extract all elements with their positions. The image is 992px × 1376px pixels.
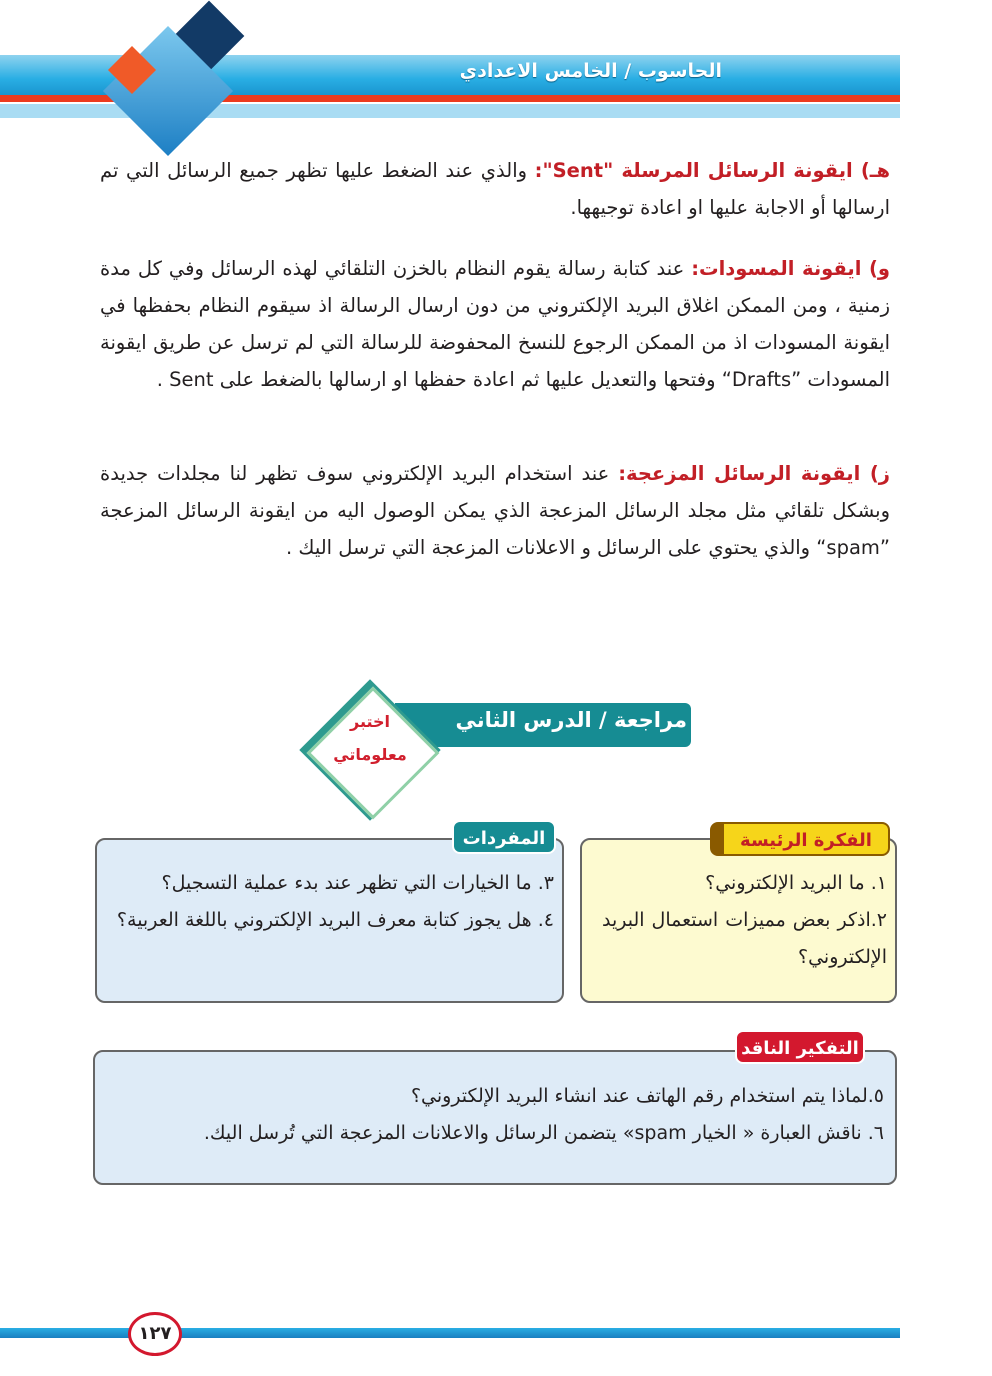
section-sent-label: هـ) ايقونة الرسائل المرسلة "Sent":	[534, 159, 890, 182]
main-idea-tab: الفكرة الرئيسة	[710, 822, 890, 856]
review-badge-line2: معلوماتي	[333, 745, 407, 764]
section-spam	[100, 455, 890, 566]
vocabulary-questions	[114, 865, 554, 939]
critical-thinking-tab: التفكير الناقد	[735, 1030, 865, 1064]
question-5: ٥.لماذا يتم استخدام رقم الهاتف عند انشاء البريد الإلكتروني؟	[410, 1085, 884, 1107]
section-drafts	[100, 250, 890, 398]
question-6: ٦. ناقش العبارة « الخيار spam» يتضمن الرسائل والاعلانات المزعجة التي تُرسل اليك.	[203, 1122, 884, 1144]
section-drafts-text: عند كتابة رسالة يقوم النظام بالخزن التلقائي لهذه الرسائل وفي كل مدة زمنية ، ومن الممكن اغلاق البريد الإلكتروني من دون ارسال الرسالة اذ سيقوم النظام بحفظها في ايقونة المسودات اذ من الممكن الرجوع للنسخ المحفوضة للرسالة التي لم ترسل عن طريق ايقونة المسودات ”Drafts“ وفتحها والتعديل عليها ثم اعادة حفظها او ارسالها بالضغط على Sent .	[100, 257, 890, 391]
section-spam-label: ز) ايقونة الرسائل المزعجة:	[618, 462, 890, 485]
critical-thinking-questions	[124, 1078, 884, 1152]
question-3: ٣. ما الخيارات التي تظهر عند بدء عملية التسجيل؟	[161, 872, 554, 894]
question-1: ١. ما البريد الإلكتروني؟	[705, 872, 887, 894]
review-badge-line1: اختبر	[349, 712, 391, 731]
question-2: ٢.اذكر بعض مميزات استعمال البريد الإلكتروني؟	[602, 909, 887, 968]
section-spam-text: عند استخدام البريد الإلكتروني سوف تظهر لنا مجلدات جديدة وبشكل تلقائي مثل مجلد الرسائل المزعجة الذي يمكن الوصول اليه من ايقونة الرسائل المزعجة ”spam“ والذي يحتوي على الرسائل و الاعلانات المزعجة التي ترسل اليك .	[100, 462, 890, 559]
section-sent-text: والذي عند الضغط عليها تظهر جميع الرسائل التي تم ارسالها أو الاجابة عليها او اعادة توجيهها.	[100, 159, 890, 219]
question-4: ٤. هل يجوز كتابة معرف البريد الإلكتروني باللغة العربية؟	[116, 909, 554, 931]
section-drafts-label: و) ايقونة المسودات:	[691, 257, 890, 280]
vocabulary-tab: المفردات	[452, 820, 556, 854]
page-number: ١٢٧	[128, 1312, 182, 1356]
section-sent	[100, 152, 890, 226]
main-idea-questions	[602, 865, 887, 976]
header-title: الحاسوب / الخامس الاعدادي	[459, 60, 722, 82]
review-title: مراجعة / الدرس الثاني	[455, 708, 687, 732]
